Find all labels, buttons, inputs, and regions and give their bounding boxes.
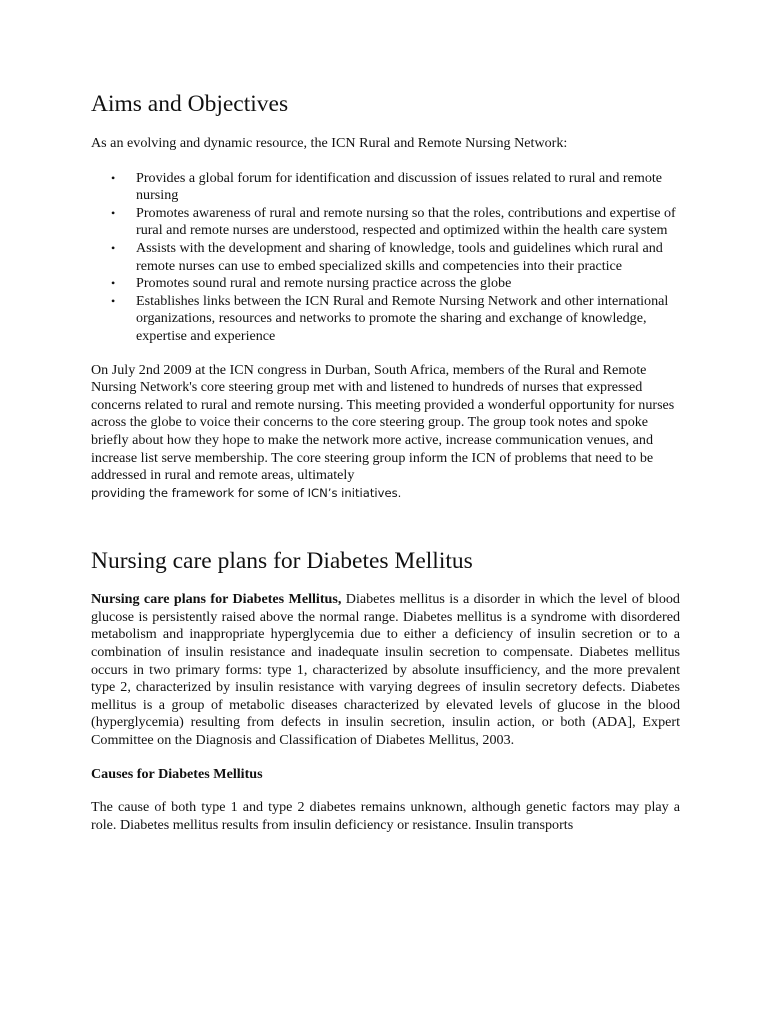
list-item xyxy=(111,275,680,293)
list-item-text: Establishes links between the ICN Rural and Remote Nursing Network and other international organizations, resources and networks to promote the sharing and exchange of knowledge, expertise and experience xyxy=(136,292,669,344)
diabetes-heading: Nursing care plans for Diabetes Mellitus xyxy=(91,548,473,575)
objectives-list xyxy=(91,170,680,346)
diabetes-lead-bold: Nursing care plans for Diabetes Mellitus, xyxy=(91,591,342,608)
list-item-text: Provides a global forum for identification and discussion of issues related to rural and remote nursing xyxy=(136,169,663,204)
list-item xyxy=(111,239,680,275)
aims-heading: Aims and Objectives xyxy=(91,91,289,117)
intro-paragraph: As an evolving and dynamic resource, the ICN Rural and Remote Nursing Network: xyxy=(91,135,568,151)
durban-text: On July 2nd 2009 at the ICN congress in Durban, South Africa, members of the Rural and Remote Nursing Network's core steering group met with and listened to hundreds of nurses that expressed concerns related to rural and remote nursing. This meeting provided a wonderful opportunity for nurses across the globe to voice their concerns to the core steering group. The group took notes and spoke briefly about how they hope to make the network more active, increase communication venues, and increase list serve membership. The core steering group inform the ICN of problems that need to be addressed in rural and remote areas, ultimately xyxy=(91,361,675,484)
bullet-icon: • xyxy=(111,276,116,291)
list-item-text: Assists with the development and sharing of knowledge, tools and guidelines which rural and remote nurses can use to embed specialized skills and competencies into their practice xyxy=(136,239,663,274)
bullet-icon: • xyxy=(111,205,116,220)
causes-paragraph: The cause of both type 1 and type 2 diabetes remains unknown, although genetic factors may play a role. Diabetes mellitus results from insulin deficiency or resistance. Insulin transports xyxy=(91,799,680,833)
bullet-icon: • xyxy=(111,240,116,255)
durban-paragraph xyxy=(91,362,680,503)
list-item xyxy=(111,169,680,205)
durban-text-tail: providing the framework for some of ICN’s initiatives. xyxy=(91,485,402,500)
list-item-text: Promotes sound rural and remote nursing practice across the globe xyxy=(136,275,512,292)
document-body xyxy=(91,90,680,834)
list-item xyxy=(111,204,680,240)
bullet-icon: • xyxy=(111,170,116,185)
list-item xyxy=(111,292,680,346)
diabetes-paragraph xyxy=(91,591,680,749)
bullet-icon: • xyxy=(111,293,116,308)
diabetes-text: Diabetes mellitus is a disorder in which the level of blood glucose is persistently raised above the normal range. Diabetes mellitus is a syndrome with disordered metabolism and inappropriate hyperglycemia due to either a deficiency of insulin secretion or to a combination of insulin resistance and inadequate insulin secretion to compensate. Diabetes mellitus occurs in two primary forms: type 1, characterized by absolute insufficiency, and the more prevalent type 2, characterized by insulin resistance with varying degrees of insulin secretory defects. Diabetes mellitus is a group of metabolic diseases characterized by elevated levels of glucose in the blood (hyperglycemia) resulting from defects in insulin secretion, insulin action, or both (ADA], Expert Committee on the Diagnosis and Classification of Diabetes Mellitus, 2003. xyxy=(91,591,680,749)
causes-subheading: Causes for Diabetes Mellitus xyxy=(91,765,263,782)
list-item-text: Promotes awareness of rural and remote nursing so that the roles, contributions and expertise of rural and remote nurses are understood, respected and optimized within the health care system xyxy=(136,204,676,239)
